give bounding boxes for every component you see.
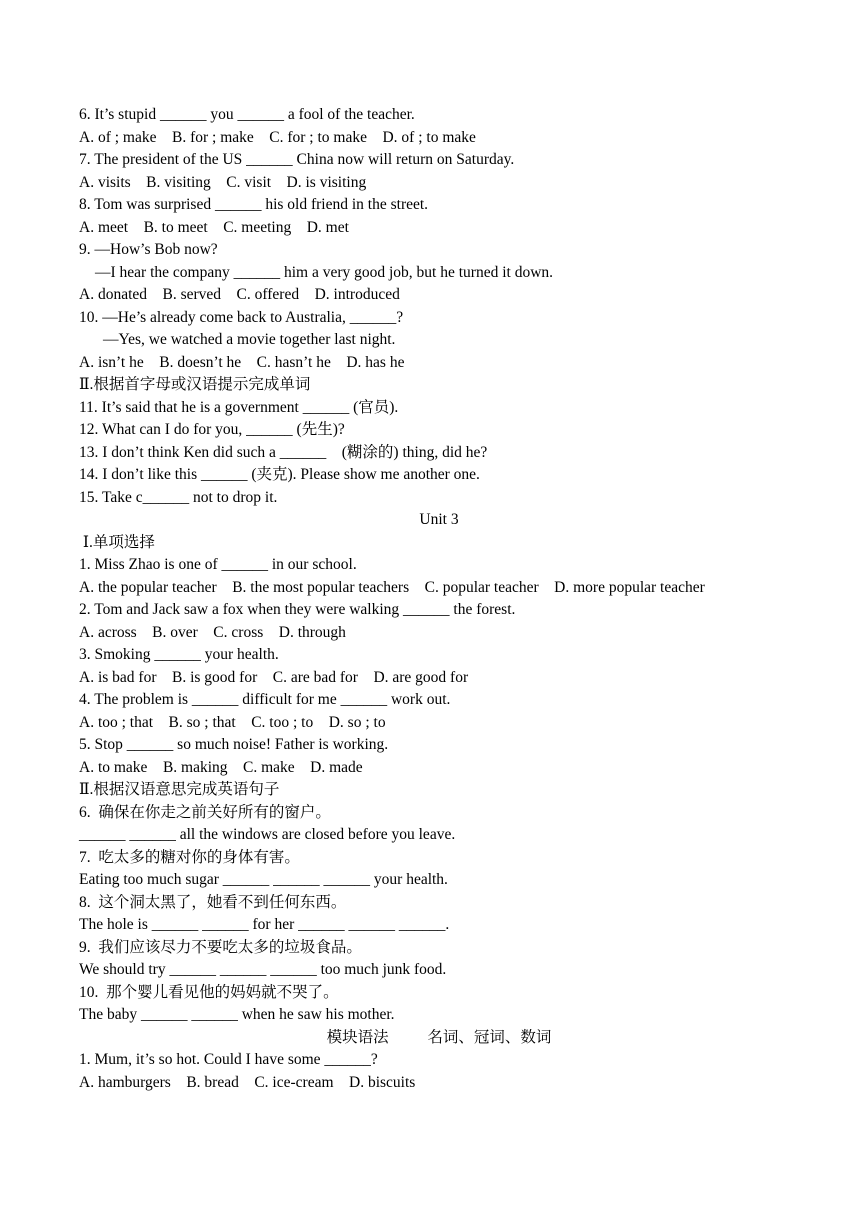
text-line: 10. —He’s already come back to Australia, ______? — [79, 308, 404, 326]
text-line: 13. I don’t think Ken did such a ______ (糊涂的) thing, did he? — [79, 443, 488, 461]
text-line: 8. 这个洞太黑了，她看不到任何东西。 — [79, 893, 347, 911]
text-line: Ⅰ.单项选择 — [79, 533, 155, 551]
text-line: 15. Take c______ not to drop it. — [79, 488, 278, 506]
text-line: 5. Stop ______ so much noise! Father is working. — [79, 736, 389, 753]
text-line: 8. Tom was surprised ______ his old friend in the street. — [79, 196, 429, 213]
text-line: A. hamburgers B. bread C. ice-cream D. biscuits — [79, 1073, 416, 1091]
text-line: 9. —How’s Bob now? — [79, 241, 218, 258]
text-line: A. to make B. making C. make D. made — [79, 758, 363, 776]
text-line: 6. It’s stupid ______ you ______ a fool of the teacher. — [79, 106, 415, 123]
text-line: Ⅱ.根据汉语意思完成英语句子 — [79, 781, 280, 798]
text-line: A. is bad for B. is good for C. are bad for D. are good for — [79, 668, 469, 686]
text-line: A. visits B. visiting C. visit D. is visiting — [79, 173, 367, 191]
text-line: 10. 那个婴儿看见他的妈妈就不哭了。 — [79, 983, 339, 1001]
text-line: —I hear the company ______ him a very good job, but he turned it down. — [95, 263, 554, 281]
text-line: 2. Tom and Jack saw a fox when they were walking ______ the forest. — [79, 601, 516, 618]
text-line: 1. Mum, it’s so hot. Could I have some ______? — [79, 1051, 378, 1068]
text-line: A. across B. over C. cross D. through — [79, 623, 346, 641]
text-line: 7. 吃太多的糖对你的身体有害。 — [79, 848, 300, 866]
text-line: ______ ______ all the windows are closed before you leave. — [79, 826, 456, 843]
exercise-text — [79, 104, 799, 1094]
text-line: The baby ______ ______ when he saw his mother. — [79, 1006, 395, 1023]
text-line: 3. Smoking ______ your health. — [79, 646, 279, 663]
text-line: Eating too much sugar ______ ______ ______ your health. — [79, 871, 448, 888]
text-line: Unit 3 — [419, 511, 459, 528]
text-line: 12. What can I do for you, ______ (先生)? — [79, 421, 345, 438]
text-line: A. isn’t he B. doesn’t he C. hasn’t he D. has he — [79, 353, 405, 371]
text-line: 14. I don’t like this ______ (夹克). Please show me another one. — [79, 466, 480, 483]
text-line: A. meet B. to meet C. meeting D. met — [79, 218, 349, 236]
text-line: 4. The problem is ______ difficult for me ______ work out. — [79, 691, 451, 708]
text-line: We should try ______ ______ ______ too much junk food. — [79, 961, 447, 978]
text-line: 模块语法 名词、冠词、数词 — [326, 1028, 552, 1046]
text-line: A. donated B. served C. offered D. introduced — [79, 286, 400, 303]
text-line: —Yes, we watched a movie together last night. — [103, 331, 396, 348]
text-line: The hole is ______ ______ for her ______ ______ ______. — [79, 916, 450, 933]
text-line: 6. 确保在你走之前关好所有的窗户。 — [79, 803, 331, 821]
text-line: 9. 我们应该尽力不要吃太多的垃圾食品。 — [79, 938, 362, 956]
text-line: 7. The president of the US ______ China now will return on Saturday. — [79, 151, 515, 168]
text-line: 11. It’s said that he is a government ______ (官员). — [79, 398, 399, 416]
text-line: A. the popular teacher B. the most popular teachers C. popular teacher D. more popular teacher — [79, 578, 705, 596]
text-line: Ⅱ.根据首字母或汉语提示完成单词 — [79, 376, 311, 393]
text-line: 1. Miss Zhao is one of ______ in our school. — [79, 556, 357, 573]
text-line: A. too ; that B. so ; that C. too ; to D. so ; to — [79, 713, 386, 731]
text-line: A. of ; make B. for ; make C. for ; to make D. of ; to make — [79, 128, 476, 146]
